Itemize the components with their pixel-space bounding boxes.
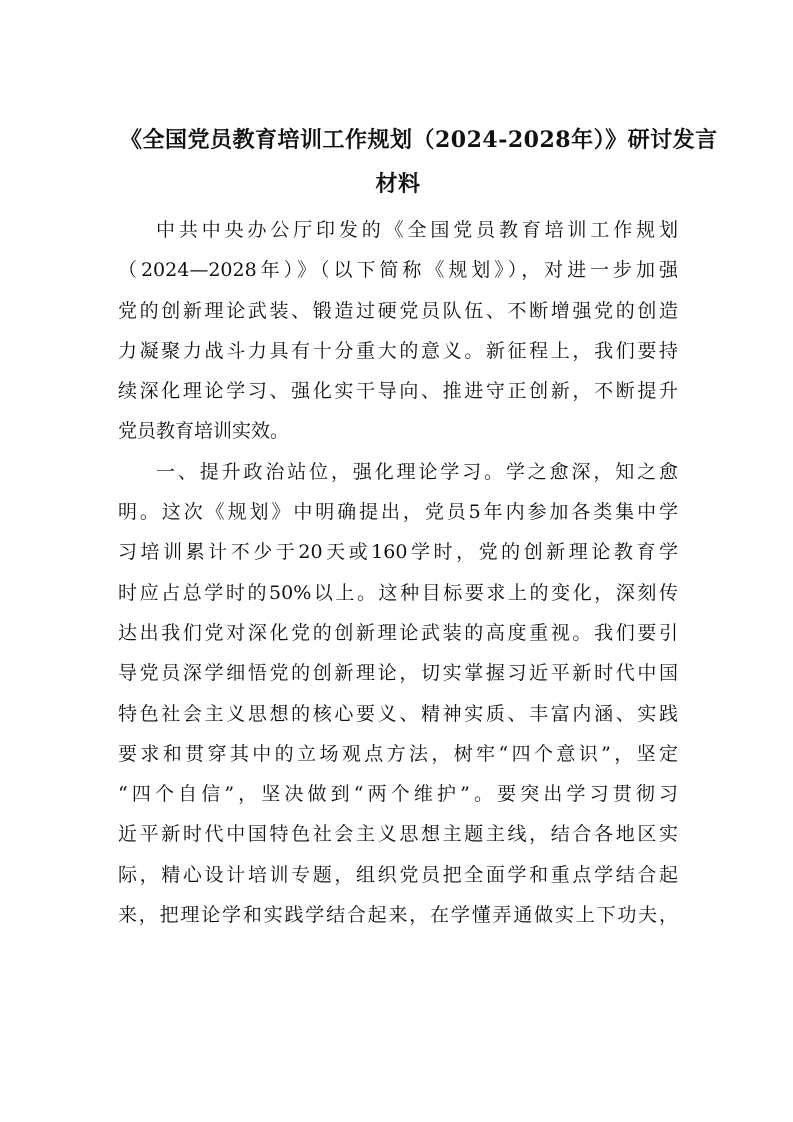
text-line: 特色社会主义思想的核心要义、精神实质、丰富内涵、实践 <box>118 702 678 725</box>
text-line: 导党员深学细悟党的创新理论，切实掌握习近平新时代中国 <box>118 662 678 685</box>
text-line: 要求和贯穿其中的立场观点方法，树牢“四个意识”，坚定 <box>118 742 678 765</box>
text-line: 党员教育培训实效。 <box>118 420 290 443</box>
paragraph-intro <box>118 210 678 452</box>
text-line: 一、提升政治站位，强化理论学习。学之愈深，知之愈 <box>156 460 678 483</box>
text-line: 习培训累计不少于20天或160学时，党的创新理论教育学 <box>118 541 678 564</box>
document-body <box>118 210 678 935</box>
text-line: 续深化理论学习、强化实干导向、推进守正创新，不断提升 <box>118 380 678 403</box>
text-line: 明。这次《规划》中明确提出，党员5年内参加各类集中学 <box>118 501 678 524</box>
paragraph-section-1 <box>118 452 678 936</box>
text-line: 际，精心设计培训专题，组织党员把全面学和重点学结合起 <box>118 863 678 886</box>
text-line: （2024—2028年）》（以下简称《规划》），对进一步加强 <box>118 259 678 282</box>
document-title <box>120 118 718 206</box>
text-line: 近平新时代中国特色社会主义思想主题主线，结合各地区实 <box>118 823 678 846</box>
text-line: 党的创新理论武装、锻造过硬党员队伍、不断增强党的创造 <box>118 299 678 322</box>
title-line-1: 《全国党员教育培训工作规划（2024-2028年）》研讨发言 <box>120 127 718 153</box>
text-line: 达出我们党对深化党的创新理论武装的高度重视。我们要引 <box>118 621 678 644</box>
text-line: 时应占总学时的50%以上。这种目标要求上的变化，深刻传 <box>118 581 678 604</box>
text-line: 中共中央办公厅印发的《全国党员教育培训工作规划 <box>156 219 678 241</box>
text-line: 来，把理论学和实践学结合起来，在学懂弄通做实上下功夫， <box>118 904 678 927</box>
title-line-2: 材料 <box>375 171 421 197</box>
text-line: “四个自信”，坚决做到“两个维护”。要突出学习贯彻习 <box>118 783 678 806</box>
text-line: 力凝聚力战斗力具有十分重大的意义。新征程上，我们要持 <box>118 339 678 362</box>
